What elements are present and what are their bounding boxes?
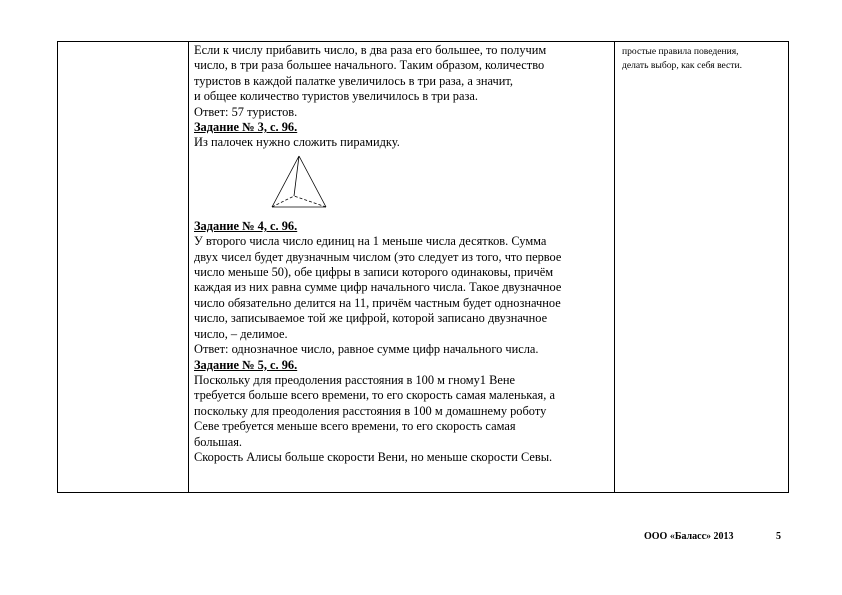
table-border-top	[57, 41, 789, 42]
content-table	[57, 41, 789, 493]
side-text-line: простые правила поведения,	[622, 46, 739, 57]
table-border-left	[57, 41, 58, 493]
answer-task-2: Ответ: 57 туристов.	[194, 104, 298, 119]
footer-company: ООО «Баласс» 2013	[644, 531, 734, 542]
table-border-right	[788, 41, 789, 493]
text-line: число, записываемое той же цифрой, которой записано двузначное	[194, 311, 548, 326]
text-line: поскольку для преодоления расстояния в 100 м домашнему роботу	[194, 403, 547, 418]
task-3-heading: Задание № 3, с. 96.	[194, 120, 298, 135]
column-divider-1	[188, 41, 189, 493]
table-border-bottom	[57, 492, 789, 493]
text-line: число, – делимое.	[194, 326, 288, 341]
text-line: Поскольку для преодоления расстояния в 100 м гному1 Вене	[194, 372, 515, 387]
text-line: требуется больше всего времени, то его скорость самая маленькая, а	[194, 388, 555, 403]
page-number: 5	[776, 531, 781, 542]
text-line: туристов в каждой палатке увеличилось в три раза, а значит,	[194, 73, 513, 88]
text-line: каждая из них равна сумме цифр начального числа. Такое двузначное	[194, 280, 562, 295]
pyramid-icon	[264, 153, 334, 215]
text-line: Из палочек нужно сложить пирамидку.	[194, 135, 400, 150]
text-line: большая.	[194, 434, 243, 449]
text-line: Если к числу прибавить число, в два раза его большее, то получим	[194, 43, 547, 57]
text-line: Севе требуется меньше всего времени, то его скорость самая	[194, 419, 516, 434]
text-line: число обязательно делится на 11, причём частным будет однозначное	[194, 295, 561, 310]
pyramid-figure	[194, 151, 614, 219]
task-4-heading: Задание № 4, с. 96.	[194, 218, 298, 233]
side-text-line: делать выбор, как себя вести.	[622, 60, 743, 71]
side-column-text	[622, 45, 788, 73]
main-column-text	[194, 43, 614, 465]
column-divider-2	[614, 41, 615, 493]
text-line: и общее количество туристов увеличилось в три раза.	[194, 89, 478, 104]
answer-task-4: Ответ: однозначное число, равное сумме цифр начального числа.	[194, 342, 539, 357]
task-5-heading: Задание № 5, с. 96.	[194, 357, 298, 372]
text-line: двух чисел будет двузначным числом (это следует из того, что первое	[194, 249, 562, 264]
text-line: У второго числа число единиц на 1 меньше числа десятков. Сумма	[194, 234, 547, 249]
text-line: Скорость Алисы больше скорости Вени, но меньше скорости Севы.	[194, 449, 553, 464]
text-line: число, в три раза большее начального. Таким образом, количество	[194, 58, 545, 73]
text-line: число меньше 50), обе цифры в записи которого одинаковы, причём	[194, 265, 554, 280]
